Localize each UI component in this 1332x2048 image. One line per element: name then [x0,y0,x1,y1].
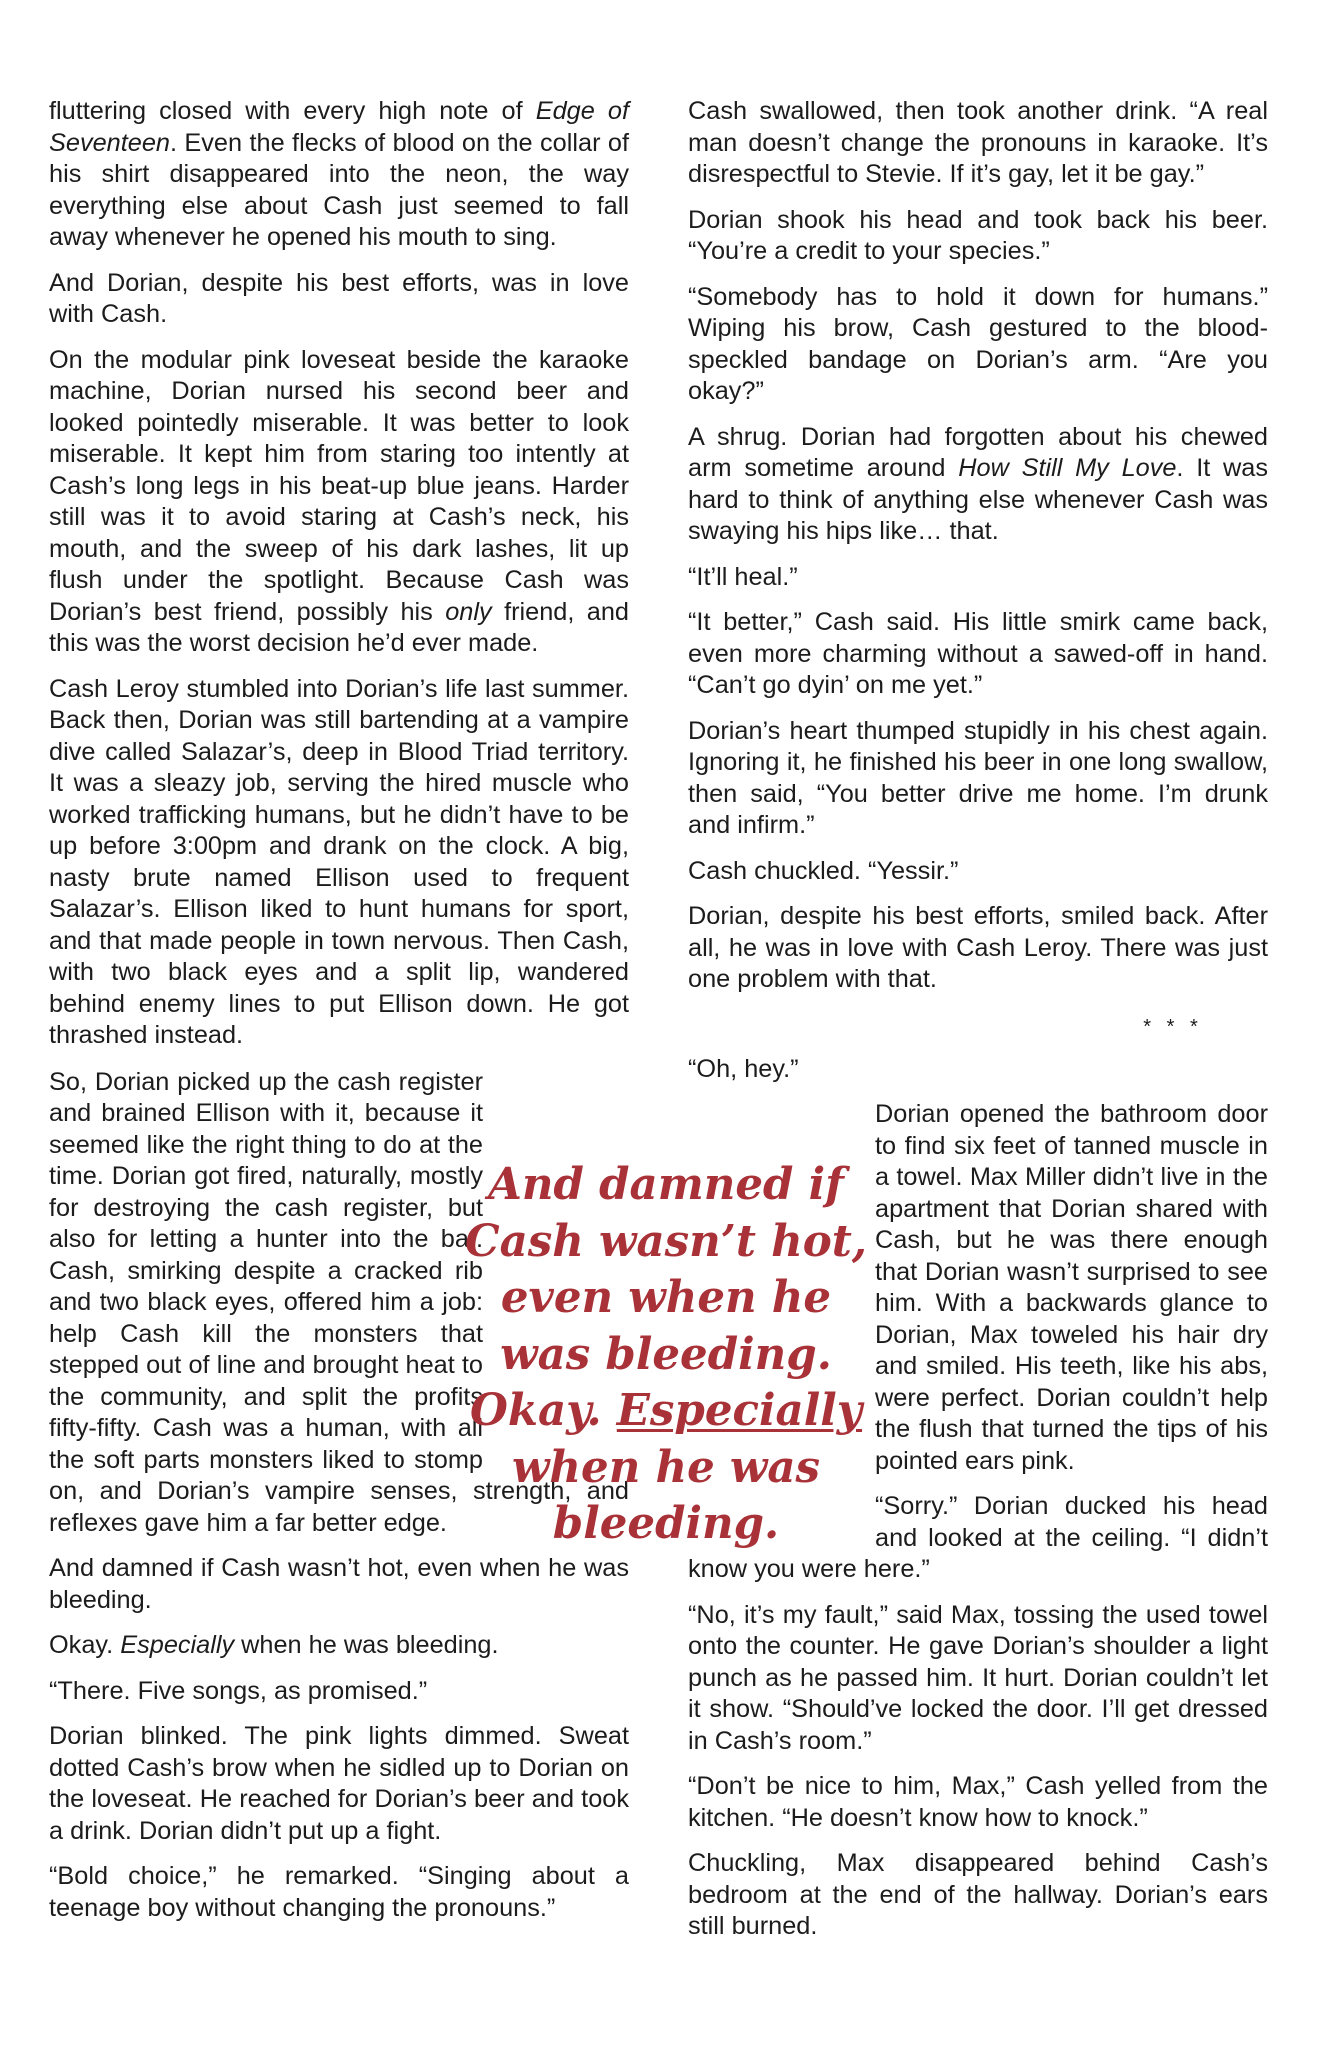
paragraph: Cash Leroy stumbled into Dorian’s life last summer. Back then, Dorian was still bartending at a vampire dive called Salazar’s, deep in Blood Triad territory. It was a sleazy job, serving the hired muscle who worked trafficking humans, but he didn’t have to be up before 3:00pm and drank on the clock. A big, nasty brute named Ellison used to frequent Salazar’s. Ellison liked to hunt humans for sport, and that made people in town nervous. Then Cash, with two black eyes and a split lip, wandered behind enemy lines to put Ellison down. He got thrashed instead. [49,674,629,1049]
paragraph: Dorian, despite his best efforts, smiled back. After all, he was in love with Cash Leroy. There was just one problem with that. [688,902,1268,993]
paragraph: Chuckling, Max disappeared behind Cash’s bedroom at the end of the hallway. Dorian’s ears still burned. [688,1849,1268,1940]
paragraph: “Bold choice,” he remarked. “Singing about a teenage boy without changing the pronouns.” [49,1862,629,1922]
paragraph: Okay. Especially when he was bleeding. [49,1631,499,1659]
paragraph: Cash swallowed, then took another drink. “A real man doesn’t change the pronouns in karaoke. It’s disrespectful to Stevie. If it’s gay, let it be gay.” [688,97,1268,188]
right-column [688,96,1268,1943]
paragraph: “Don’t be nice to him, Max,” Cash yelled from the kitchen. “He doesn’t know how to knock.” [688,1772,1268,1832]
paragraph: “Oh, hey.” [688,1054,799,1083]
paragraph: A shrug. Dorian had forgotten about his chewed arm sometime around How Still My Love. It was hard to think of anything else whenever Cash was swaying his hips like… that. [688,422,1268,545]
paragraph: Cash chuckled. “Yessir.” [688,856,959,885]
scene-break: * * * [1143,1015,1203,1038]
pull-quote: And damned if Cash wasn’t hot, even when he was bleeding. Okay. Especially when he was bleeding. [464,1159,868,1549]
paragraph: Dorian’s heart thumped stupidly in his chest again. Ignoring it, he finished his beer in one long swallow, then said, “You better drive me home. I’m drunk and infirm.” [688,716,1268,839]
paragraph: fluttering closed with every high note of Edge of Seventeen. Even the flecks of blood on the collar of his shirt disappeared into the neon, the way everything else about Cash just seemed to fall away whenever he opened his mouth to sing. [49,97,629,251]
paragraph: “It’ll heal.” [688,562,798,591]
paragraph: And damned if Cash wasn’t hot, even when he was bleeding. [49,1554,629,1614]
paragraph: Dorian shook his head and took back his beer. “You’re a credit to your species.” [688,205,1268,265]
paragraph: “There. Five songs, as promised.” [49,1676,428,1705]
paragraph: And Dorian, despite his best efforts, was in love with Cash. [49,268,629,328]
paragraph: “Sorry.” Dorian ducked his head and looked at the ceiling. “I didn’t know you were here.” [688,1492,1268,1583]
paragraph: Dorian blinked. The pink lights dimmed. Sweat dotted Cash’s brow when he sidled up to Dorian on the loveseat. He reached for Dorian’s beer and took a drink. Dorian didn’t put up a fight. [49,1722,629,1845]
pull-quote-emphasis: Especially [616,1385,863,1436]
paragraph: “It better,” Cash said. His little smirk came back, even more charming without a sawed-off in hand. “Can’t go dyin’ on me yet.” [688,608,1268,699]
paragraph: “No, it’s my fault,” said Max, tossing the used towel onto the counter. He gave Dorian’s shoulder a light punch as he passed him. It hurt. Dorian couldn’t let it show. “Should’ve locked the door. I’ll get dressed in Cash’s room.” [688,1600,1268,1755]
paragraph: So, Dorian picked up the cash register and brained Ellison with it, because it seemed like the right thing to do at the time. Dorian got fired, naturally, mostly for destroying the cash register, but also for letting a hunter into the bar. Cash, smirking despite a cracked rib and two black eyes, offered him a job: help Cash kill the monsters that stepped out of line and brought heat to the community, and split the profits fifty-fifty. Cash was a human, with all the soft parts monsters liked to stomp on, and Dorian’s vampire senses, strength, and reflexes gave him a far better edge. [49,1067,629,1537]
paragraph: On the modular pink loveseat beside the karaoke machine, Dorian nursed his second beer and looked pointedly miserable. It was better to look miserable. It kept him from staring too intently at Cash’s long legs in his beat-up blue jeans. Harder still was it to avoid staring at Cash’s neck, his mouth, and the sweep of his dark lashes, lit up flush under the spotlight. Because Cash was Dorian’s best friend, possibly his only friend, and this was the worst decision he’d ever made. [49,345,629,657]
paragraph: Dorian opened the bathroom door to find six feet of tanned muscle in a towel. Max Miller didn’t live in the apartment that Dorian shared with Cash, but he was there enough that Dorian wasn’t surprised to see him. With a backwards glance to Dorian, Max toweled his hair dry and smiled. His teeth, like his abs, were perfect. Dorian couldn’t help the flush that turned the tips of his pointed ears pink. [875,1100,1268,1475]
left-column [49,96,629,1924]
paragraph: “Somebody has to hold it down for humans.” Wiping his brow, Cash gestured to the blood-speckled bandage on Dorian’s arm. “Are you okay?” [688,282,1268,405]
